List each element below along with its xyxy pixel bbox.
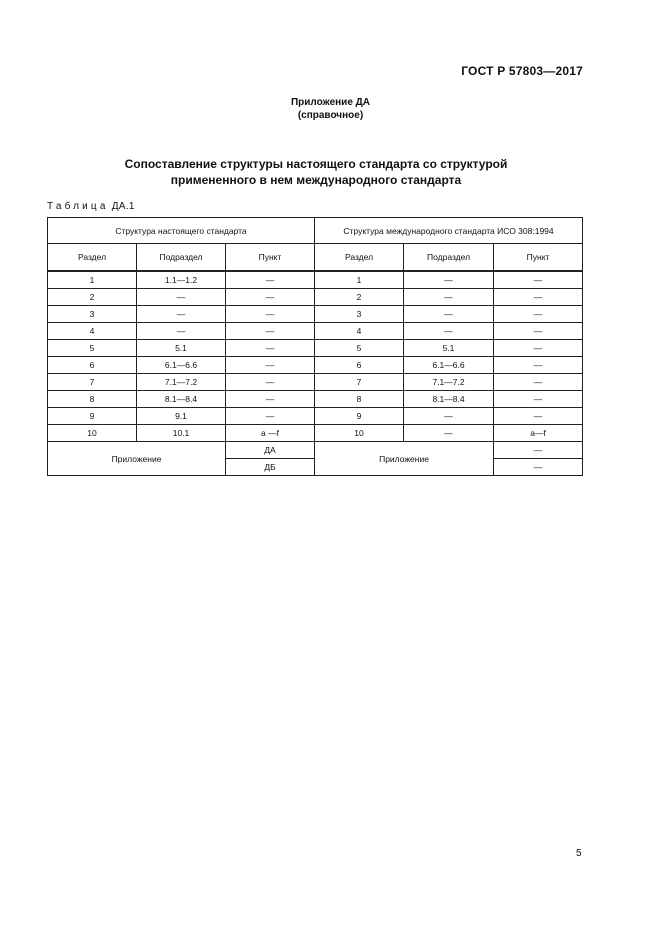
table-cell: 2 [48,289,137,306]
document-code: ГОСТ Р 57803—2017 [461,64,583,78]
comparison-table [47,217,583,476]
table-cell: 2 [315,289,404,306]
table-cell: — [404,323,494,340]
table-cell: 6 [48,357,137,374]
table-cell: — [494,391,583,408]
table-cell: 3 [48,306,137,323]
table-cell: 1 [315,271,404,289]
table-cell: — [226,323,315,340]
table-cell: a —f [226,425,315,442]
table-cell: — [137,323,226,340]
table-cell: 7.1—7.2 [137,374,226,391]
table-cell: 1.1—1.2 [137,271,226,289]
table-cell: 8 [315,391,404,408]
table-cell: 10 [48,425,137,442]
table-cell: — [226,391,315,408]
appendix-row [48,442,583,459]
table-row [48,425,583,442]
column-header: Раздел [48,244,137,272]
appendix-item-international: — [494,442,583,459]
table-cell: 5 [315,340,404,357]
table-cell: 9 [48,408,137,425]
appendix-item-international: — [494,459,583,476]
table-row [48,289,583,306]
table-cell: — [494,408,583,425]
table-cell: 8.1—8.4 [404,391,494,408]
table-cell: 4 [315,323,404,340]
table-caption-number: ДА.1 [111,201,135,212]
table-cell: — [226,408,315,425]
table-row [48,357,583,374]
table-row [48,408,583,425]
table-cell: — [226,340,315,357]
table-cell: — [494,374,583,391]
table-row [48,340,583,357]
table-cell: — [226,289,315,306]
table-body [48,271,583,476]
table-row [48,391,583,408]
column-header: Раздел [315,244,404,272]
table-cell: — [226,271,315,289]
appendix-item-national: ДБ [226,459,315,476]
group-header-national: Структура настоящего стандарта [48,218,315,244]
column-header: Подраздел [404,244,494,272]
table-caption-word: Таблица [47,201,109,212]
group-header-international: Структура международного стандарта ИСО 308:1994 [315,218,583,244]
table-cell: 7 [315,374,404,391]
table-row [48,374,583,391]
table-cell: 10 [315,425,404,442]
table-caption [47,201,135,212]
table-cell: 3 [315,306,404,323]
table-cell: 8 [48,391,137,408]
page-title [0,156,632,188]
table-cell: — [404,408,494,425]
table-cell: a—f [494,425,583,442]
table-cell: — [226,357,315,374]
table-row [48,271,583,289]
column-header: Пункт [494,244,583,272]
page-number: 5 [576,848,582,859]
page-title-line-2: примененного в нем международного стандарта [170,173,462,187]
table-cell: 7 [48,374,137,391]
table-cell: — [494,306,583,323]
table-cell: — [494,289,583,306]
table-cell: — [404,271,494,289]
table-cell: 5.1 [137,340,226,357]
table-row [48,306,583,323]
table-cell: 9 [315,408,404,425]
table-cell: 9.1 [137,408,226,425]
table-cell: — [226,306,315,323]
appendix-title: Приложение ДА [290,97,371,108]
appendix-heading [0,96,661,122]
appendix-item-national: ДА [226,442,315,459]
table-cell: 5.1 [404,340,494,357]
table-cell: — [404,306,494,323]
appendix-label-international: Приложение [315,442,494,476]
table-cell: 6.1—6.6 [137,357,226,374]
table-cell: — [404,425,494,442]
table-cell: 10.1 [137,425,226,442]
page-title-line-1: Сопоставление структуры настоящего стандарта со структурой [124,157,508,171]
table-cell: — [226,374,315,391]
table-row [48,323,583,340]
column-header: Подраздел [137,244,226,272]
table-cell: — [494,357,583,374]
table-cell: 5 [48,340,137,357]
table-cell: — [494,271,583,289]
table-cell: — [404,289,494,306]
table-cell: 6.1—6.6 [404,357,494,374]
table-cell: 1 [48,271,137,289]
appendix-type: (справочное) [297,110,364,121]
appendix-label-national: Приложение [48,442,226,476]
table-cell: 6 [315,357,404,374]
column-header: Пункт [226,244,315,272]
table-cell: — [494,323,583,340]
table-cell: — [494,340,583,357]
table-cell: 8.1—8.4 [137,391,226,408]
table-cell: 7.1—7.2 [404,374,494,391]
table-cell: — [137,289,226,306]
table-cell: — [137,306,226,323]
table-cell: 4 [48,323,137,340]
